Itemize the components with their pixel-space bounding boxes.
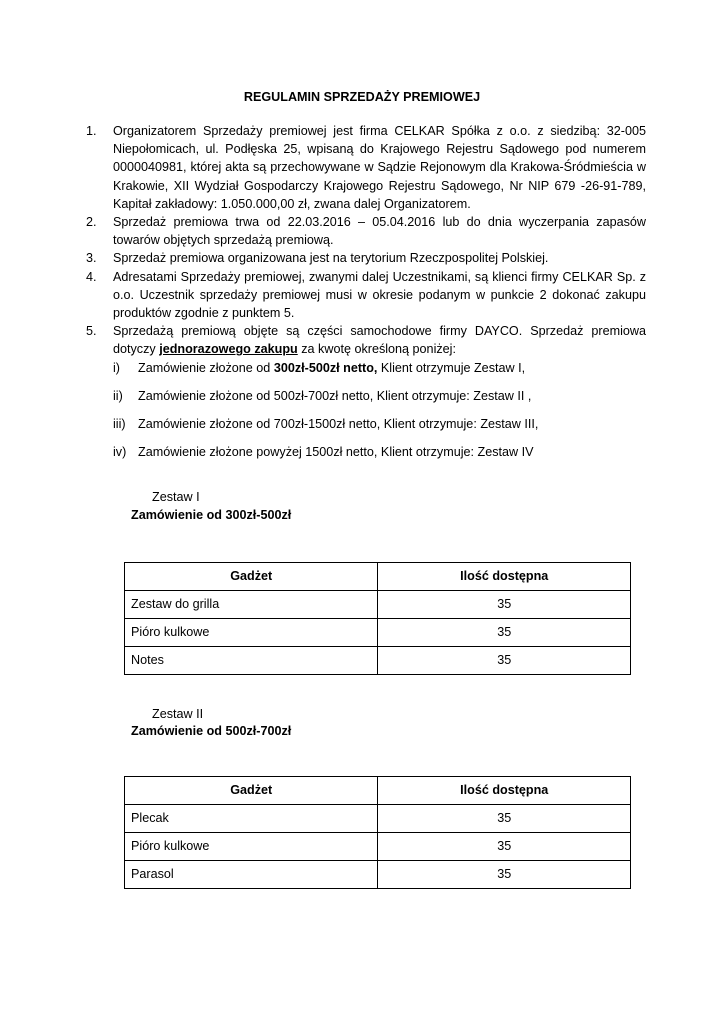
- column-header-quantity: Ilość dostępna: [378, 777, 631, 805]
- rule-marker: 1.: [86, 124, 97, 138]
- tier-item-2: [113, 387, 646, 405]
- rules-list: [86, 122, 646, 461]
- table-row: [125, 591, 631, 619]
- gadget-name: Parasol: [125, 861, 378, 889]
- tier-marker: iv): [113, 445, 127, 460]
- set-2-label: Zestaw II: [152, 707, 204, 721]
- rule-text: Organizatorem Sprzedaży premiowej jest firma CELKAR Spółka z o.o. z siedzibą: 32-005 Niepołomicach, ul. Podłęska 25, wpisaną do Krajowego Rejestru Sądowego pod numerem 0000040981, której akta są przechowywane w Sądzie Rejonowym dla Krakowa-Śródmieścia w Krakowie, XII Wydział Gospodarczy Krajowego Rejestru Sądowego, Nr NIP 679 -26-91-789, Kapitał zakładowy: 1.050.000,00 zł, zwana dalej Organizatorem.: [113, 124, 646, 211]
- column-header-gadget: Gadżet: [125, 563, 378, 591]
- tier-text: [138, 361, 525, 375]
- rule-text-part: Sprzedażą premiową objęte są części samochodowe firmy DAYCO. Sprzedaż premiowa dotyczy: [113, 324, 646, 357]
- table-row: [125, 861, 631, 889]
- tier-text: Zamówienie złożone od 700zł-1500zł netto, Klient otrzymuje: Zestaw III,: [138, 417, 539, 432]
- rule-item-1: [86, 122, 646, 213]
- document-title: REGULAMIN SPRZEDAŻY PREMIOWEJ: [243, 90, 481, 104]
- rule-item-5: [86, 322, 646, 461]
- rule-item-3: [86, 249, 646, 267]
- tier-list: [113, 359, 646, 462]
- tier-text-part: Klient otrzymuje Zestaw I,: [377, 360, 526, 375]
- gadget-name: Notes: [125, 647, 378, 675]
- set-2-table: [124, 776, 631, 889]
- set-1-label: Zestaw I: [152, 490, 200, 504]
- rule-marker: 2.: [86, 215, 97, 230]
- gadget-name: Zestaw do grilla: [125, 591, 378, 619]
- tier-marker: ii): [113, 388, 123, 403]
- gadget-name: Plecak: [125, 805, 378, 833]
- gadget-name: Pióro kulkowe: [125, 833, 378, 861]
- gadget-name: Pióro kulkowe: [125, 619, 378, 647]
- gadget-quantity: 35: [378, 619, 631, 647]
- column-header-gadget: Gadżet: [125, 777, 378, 805]
- rule-item-4: [86, 268, 646, 323]
- table-row: [125, 833, 631, 861]
- gadget-quantity: 35: [378, 647, 631, 675]
- table-header-row: [125, 563, 631, 591]
- tier-item-3: [113, 415, 646, 433]
- tier-text: Zamówienie złożone powyżej 1500zł netto, Klient otrzymuje: Zestaw IV: [138, 445, 534, 460]
- table-row: [125, 647, 631, 675]
- tier-item-1: [113, 359, 646, 377]
- table-row: [125, 805, 631, 833]
- tier-text-part: Zamówienie złożone od: [138, 360, 274, 375]
- rule-text-part: za kwotę określoną poniżej:: [297, 342, 456, 357]
- rule-text: [113, 322, 646, 358]
- rule-emphasis: jednorazowego zakupu: [159, 342, 298, 357]
- table-row: [125, 619, 631, 647]
- rule-marker: 3.: [86, 251, 97, 266]
- gadget-quantity: 35: [378, 861, 631, 889]
- rule-marker: 5.: [86, 324, 97, 339]
- tier-marker: iii): [113, 417, 126, 432]
- tier-marker: i): [113, 360, 120, 375]
- rule-text: Sprzedaż premiowa trwa od 22.03.2016 – 05.04.2016 lub do dnia wyczerpania zapasów towarów objętych sprzedażą premiową.: [113, 215, 646, 248]
- tier-item-4: [113, 443, 646, 461]
- column-header-quantity: Ilość dostępna: [378, 563, 631, 591]
- table-header-row: [125, 777, 631, 805]
- rule-text: Adresatami Sprzedaży premiowej, zwanymi dalej Uczestnikami, są klienci firmy CELKAR Sp. z o.o. Uczestnik sprzedaży premiowej musi w okresie podanym w punkcie 2 dokonać zakupu produktów zgodnie z punktem 5.: [113, 269, 646, 321]
- gadget-quantity: 35: [378, 591, 631, 619]
- set-1-table: [124, 562, 631, 675]
- set-2-heading: Zamówienie od 500zł-700zł: [131, 724, 292, 738]
- tier-text: Zamówienie złożone od 500zł-700zł netto, Klient otrzymuje: Zestaw II ,: [138, 388, 532, 403]
- rule-text: Sprzedaż premiowa organizowana jest na terytorium Rzeczpospolitej Polskiej.: [113, 251, 549, 266]
- rule-marker: 4.: [86, 269, 97, 284]
- set-1-heading: Zamówienie od 300zł-500zł: [131, 508, 292, 522]
- gadget-quantity: 35: [378, 805, 631, 833]
- rule-item-2: [86, 213, 646, 249]
- gadget-quantity: 35: [378, 833, 631, 861]
- tier-emphasis: 300zł-500zł netto,: [273, 360, 378, 375]
